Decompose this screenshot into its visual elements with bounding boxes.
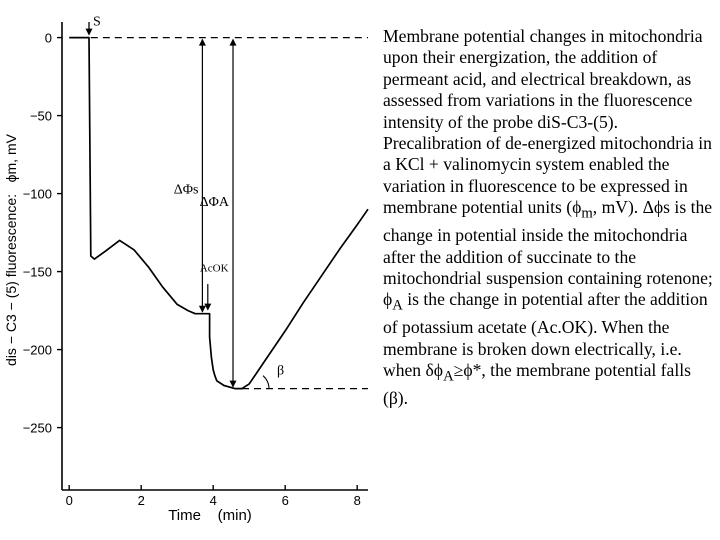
- delta-phi-a-arrow-top: [230, 39, 237, 46]
- delta-phi-s-arrow-bottom: [199, 306, 206, 313]
- y-axis-label: dis − C3 − (5) fluorescence: ϕm, mV: [3, 134, 19, 366]
- annotation-delta-phi-s: ΔΦs: [173, 182, 199, 198]
- annotation-s: S: [93, 14, 101, 30]
- chart-annotations: [86, 15, 285, 389]
- chart-ticks: [23, 31, 361, 508]
- annotation-beta: β: [277, 363, 285, 379]
- caption-text: ≥ϕ*, the membrane potential falls (β).: [383, 360, 691, 409]
- s-arrow-head: [86, 29, 93, 36]
- x-tick-label: 8: [353, 493, 361, 508]
- subscript-m: m: [581, 205, 593, 222]
- y-tick-label: −200: [22, 342, 52, 358]
- delta-phi-s-arrow-top: [199, 39, 206, 46]
- beta-angle-arc: [263, 376, 269, 389]
- annotation-delta-phi-a: ΔΦA: [199, 195, 229, 211]
- annotation-acok: AcOK: [199, 262, 229, 275]
- figure-caption: [383, 26, 715, 409]
- y-tick-label: −50: [29, 108, 52, 124]
- phi-symbol: ϕ: [383, 289, 393, 310]
- subscript-a: A: [443, 368, 454, 385]
- x-tick-label: 2: [137, 493, 145, 508]
- caption-text: Membrane potential changes in mitochondria upon their energization, the addition of permeant acid, and electrical breakdown, as assessed from variations in the fluorescence intensity of the probe diS-C3-(5). Precalibration of de-energized mitochondria in a KCl + valinomycin system enabled the variation in fluorescence to be expressed in membrane potential units (: [383, 26, 712, 218]
- delta-phi-symbol: δϕ: [425, 360, 444, 381]
- x-tick-label: 0: [65, 493, 73, 508]
- acok-arrow-head: [204, 304, 211, 311]
- x-tick-label: 6: [281, 493, 289, 508]
- subscript-a: A: [392, 297, 403, 314]
- x-axis-label: Time (min): [168, 507, 252, 524]
- caption-text: is the change in potential inside the mitochondria after the addition of succinate to the mitochondrial suspension containing rotenone;: [383, 197, 713, 288]
- y-tick-label: −250: [22, 420, 52, 436]
- phi-symbol: ϕ: [572, 197, 582, 218]
- y-tick-label: −100: [22, 186, 52, 202]
- y-tick-label: 0: [44, 30, 52, 46]
- x-tick-label: 4: [209, 493, 217, 508]
- delta-phi-s-symbol: Δϕs: [642, 197, 671, 218]
- y-tick-label: −150: [22, 264, 52, 280]
- caption-text: is the change in potential after the addition of potassium acetate (Ac.OK). When the membrane is broken down electrically, i.e. when: [383, 289, 708, 381]
- chart-baselines: [91, 38, 368, 389]
- membrane-potential-trace: [69, 38, 368, 389]
- chart-series: [69, 38, 368, 389]
- chart-axes: [62, 22, 368, 490]
- caption-text: , mV).: [592, 197, 643, 218]
